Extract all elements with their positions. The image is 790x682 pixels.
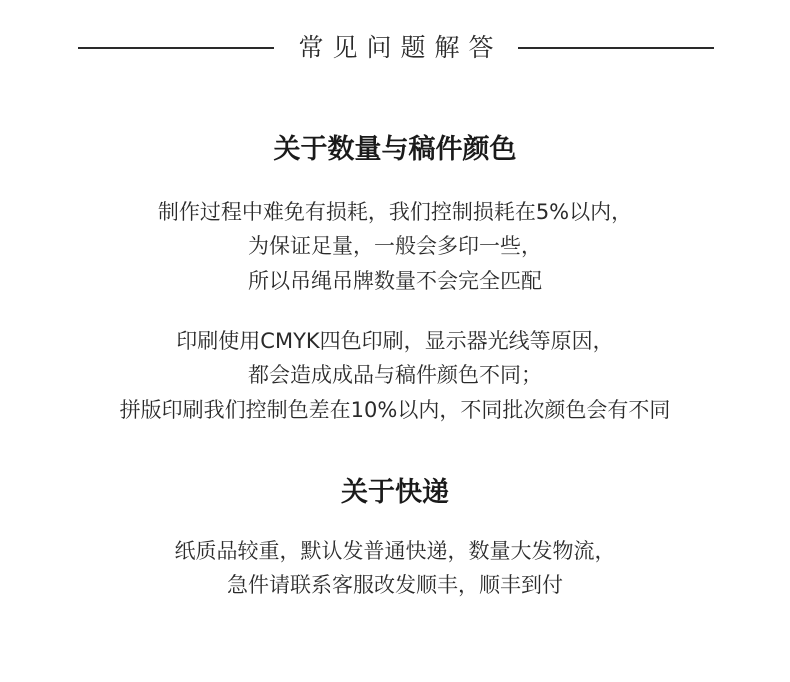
section-title-shipping: 关于快递 [341, 477, 449, 508]
page-title: 常见问题解答 [298, 33, 503, 62]
header-divider-left [78, 47, 274, 49]
text-line: 所以吊绳吊牌数量不会完全匹配 [248, 269, 542, 293]
text-line: 为保证足量，一般会多印一些， [248, 234, 542, 258]
text-line: 急件请联系客服改发顺丰，顺丰到付 [227, 573, 563, 597]
text-line: 都会造成成品与稿件颜色不同； [248, 363, 542, 387]
text-line: 印刷使用CMYK四色印刷，显示器光线等原因， [176, 329, 614, 353]
text-line: 纸质品较重，默认发普通快递，数量大发物流， [174, 539, 616, 563]
text-line: 制作过程中难免有损耗，我们控制损耗在5%以内， [157, 200, 633, 224]
section-title-quantity-color: 关于数量与稿件颜色 [273, 134, 517, 165]
faq-header [0, 26, 790, 70]
header-divider-right [518, 47, 714, 49]
text-line: 拼版印刷我们控制色差在10%以内，不同批次颜色会有不同 [119, 398, 671, 422]
